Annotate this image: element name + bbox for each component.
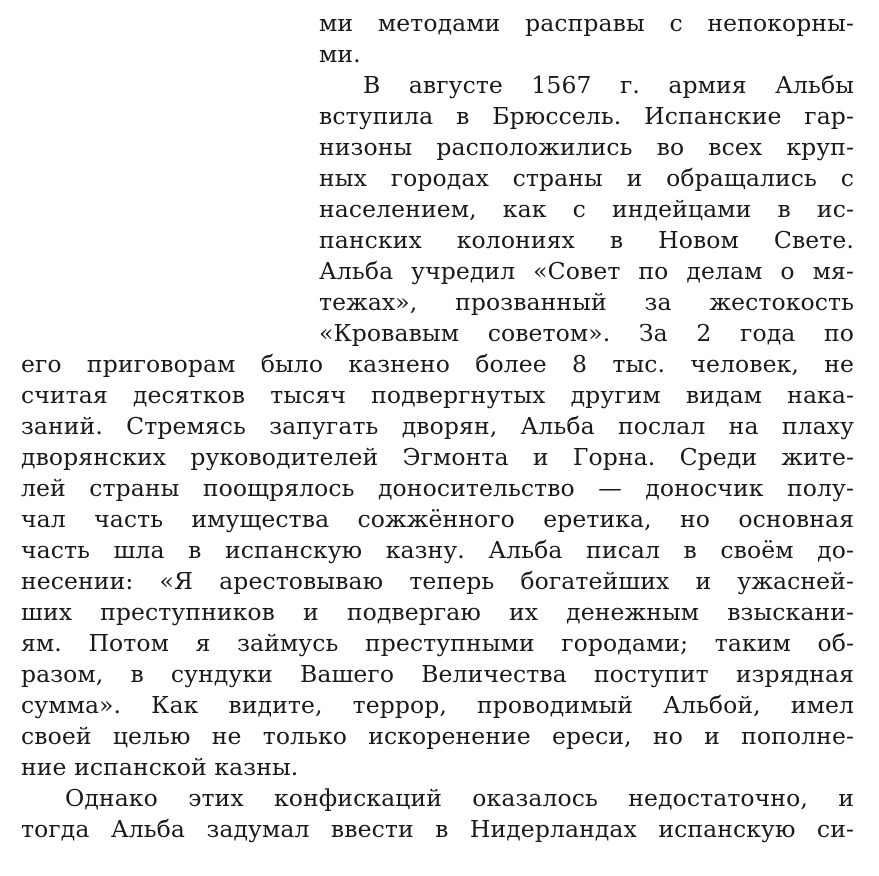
text-line: ми методами расправы с непокорны- <box>319 9 854 37</box>
text-line: Однако этих конфискаций оказалось недостаточно, и <box>65 784 854 812</box>
text-line: дворянских руководителей Эгмонта и Горна. Среди жите- <box>21 443 854 471</box>
text-line: ние испанской казны. <box>21 753 299 781</box>
text-line: разом, в сундуки Вашего Величества поступит изрядная <box>21 660 854 688</box>
text-line: «Кровавым советом». За 2 года по <box>319 319 854 347</box>
text-line: Альба учредил «Совет по делам о мя- <box>319 257 854 285</box>
text-line: ных городах страны и обращались с <box>319 164 854 192</box>
text-line: ми. <box>319 40 361 68</box>
text-line: ям. Потом я займусь преступными городами; таким об- <box>21 629 854 657</box>
text-line: низоны расположились во всех круп- <box>319 133 854 161</box>
text-line: заний. Стремясь запугать дворян, Альба послал на плаху <box>21 412 854 440</box>
text-line: лей страны поощрялось доносительство — доносчик полу- <box>21 474 854 502</box>
text-line: панских колониях в Новом Свете. <box>319 226 854 254</box>
text-line: тежах», прозванный за жестокость <box>319 288 854 316</box>
text-line: чал часть имущества сожжённого еретика, но основная <box>21 505 854 533</box>
text-line: его приговорам было казнено более 8 тыс. человек, не <box>21 350 854 378</box>
text-line: тогда Альба задумал ввести в Нидерландах испанскую си- <box>21 815 854 843</box>
text-line: сумма». Как видите, террор, проводимый Альбой, имел <box>21 691 854 719</box>
text-line: считая десятков тысяч подвергнутых другим видам нака- <box>21 381 854 409</box>
text-line: своей целью не только искоренение ереси, но и пополне- <box>21 722 854 750</box>
text-line: В августе 1567 г. армия Альбы <box>363 71 854 99</box>
text-line: несении: «Я арестовываю теперь богатейших и ужасней- <box>21 567 854 595</box>
text-line: вступила в Брюссель. Испанские гар- <box>319 102 854 130</box>
text-line: ших преступников и подвергаю их денежным взыскани- <box>21 598 854 626</box>
text-line: часть шла в испанскую казну. Альба писал в своём до- <box>21 536 854 564</box>
text-line: населением, как с индейцами в ис- <box>319 195 854 223</box>
